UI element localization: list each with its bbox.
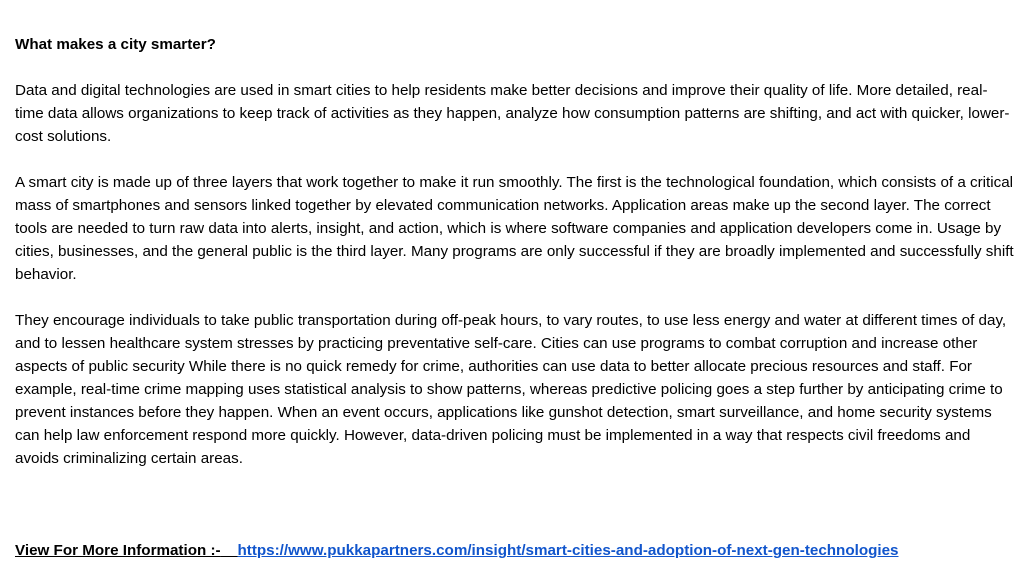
paragraph-3: They encourage individuals to take public transportation during off-peak hours, to vary routes, to use less energy and water at different times of day, and to lessen healthcare system stresses by practicing preventative self-care. Cities can use programs to combat corruption and increase other aspects of public security While there is no quick remedy for crime, authorities can use data to better allocate precious resources and staff. For example, real-time crime mapping uses statistical analysis to show patterns, whereas predictive policing goes a step further by anticipating crime to prevent instances before they happen. When an event occurs, applications like gunshot detection, smart surveillance, and home security systems can help law enforcement respond more quickly. However, data-driven policing must be implemented in a way that respects civil freedoms and avoids criminalizing certain areas. (15, 312, 1007, 467)
paragraph-1: Data and digital technologies are used in smart cities to help residents make better decisions and improve their quality of life. More detailed, real-time data allows organizations to keep track of activities as they happen, analyze how consumption patterns are shifting, and act with quicker, lower-cost solutions. (15, 82, 1010, 145)
underline-gap (221, 542, 238, 559)
page-heading: What makes a city smarter? (15, 36, 216, 53)
document-body (15, 33, 1015, 470)
more-information-footer (15, 539, 1020, 562)
paragraph-2: A smart city is made up of three layers that work together to make it run smoothly. The first is the technological foundation, which consists of a critical mass of smartphones and sensors linked together by elevated communication networks. Application areas make up the second layer. The correct tools are needed to turn raw data into alerts, insight, and action, which is where software companies and application developers come in. Usage by cities, businesses, and the general public is the third layer. Many programs are only successful if they are broadly implemented and successfully shift behavior. (15, 174, 1014, 283)
more-information-link[interactable]: https://www.pukkapartners.com/insight/smart-cities-and-adoption-of-next-gen-technologies (237, 542, 899, 559)
more-information-label: View For More Information :- (15, 542, 221, 559)
